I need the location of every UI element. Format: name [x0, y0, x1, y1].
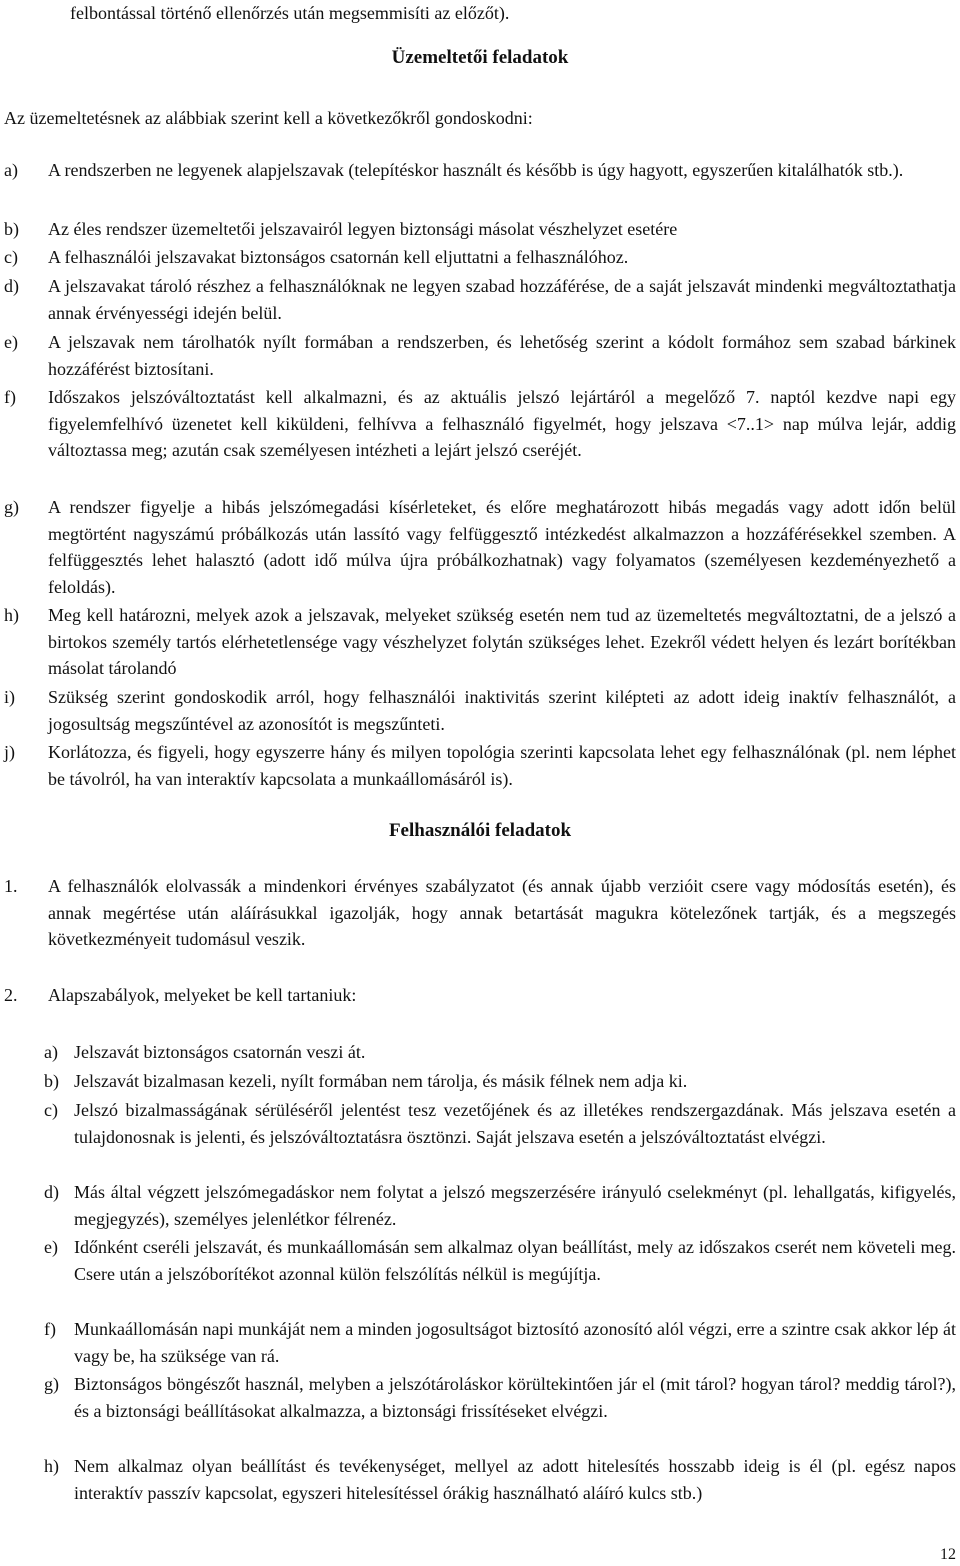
- list-marker: a): [4, 160, 18, 180]
- numbered-item-text: A felhasználók elolvassák a mindenkori érvényes szabályzatot (és annak újabb verzióit csere vagy módosítás esetén), és annak megértése után aláírásukkal igazolják, hogy annak betartását magukra kötelezőnek tartják, és a megszegés következményeit tudomásul veszik.: [48, 876, 956, 949]
- sub-list-item: [0, 1179, 956, 1232]
- list-item-text: Az éles rendszer üzemeltetői jelszavairól legyen biztonsági másolat vészhelyzet esetére: [48, 219, 678, 239]
- list-item-text: A rendszer figyelje a hibás jelszómegadási kísérleteket, és előre meghatározott hibás megadás vagy adott időn belül megtörtént nagyszámú próbálkozás után lassító vagy felfüggesztő intézkedést alkalmazzon a hozzáférésekkel szemben. A felfüggesztés lehet halasztó (adott idő múlva újra próbálkozhatnak) vagy folyamatos (személyesen kezdeményezhető a feloldás).: [48, 497, 956, 597]
- sub-list-marker: d): [44, 1182, 59, 1202]
- sub-list-item: [0, 1234, 956, 1287]
- list-item-text: Időszakos jelszóváltoztatást kell alkalmazni, és az aktuális jelszó lejártáról a megelőző 7. naptól kezdve napi egy figyelemfelhívó üzenetet kell kiküldeni, felhívva a felhasználó figyelmét, hogy jelszava <7..1> nap múlva lejár, addig változtassa meg; azután csak személyesen intézheti a lejárt jelszó cseréjét.: [48, 387, 956, 460]
- section-intro: Az üzemeltetésnek az alábbiak szerint kell a következőkről gondoskodni:: [4, 108, 533, 128]
- sub-list-item: [0, 1039, 956, 1066]
- sub-list-marker: g): [44, 1374, 59, 1394]
- numbered-item: [0, 873, 956, 953]
- sub-list-item: [0, 1371, 956, 1424]
- sub-list-item-text: Jelszó bizalmasságának sérüléséről jelentést tesz vezetőjének és az illetékes rendszergazdának. Más jelszava esetén a tulajdonosnak is jelenti, és jelszóváltoztatásra ösztönzi. Saját jelszava esetén a jelszóváltoztatást elvégzi.: [74, 1100, 956, 1147]
- sub-list-marker: f): [44, 1319, 56, 1339]
- list-item: [0, 494, 956, 600]
- sub-list-item: [0, 1453, 956, 1506]
- list-item-text: A jelszavak nem tárolhatók nyílt formában a rendszerben, és lehetőség szerint a kódolt formához sem szabad bárkinek hozzáférést biztosítani.: [48, 332, 956, 379]
- section-heading-operator-tasks: Üzemeltetői feladatok: [391, 47, 569, 68]
- sub-list-marker: h): [44, 1456, 59, 1476]
- section-heading-user-tasks: Felhasználói feladatok: [388, 820, 572, 841]
- list-marker: b): [4, 219, 19, 239]
- numbered-item: [0, 982, 956, 1009]
- sub-list-item-text: Jelszavát bizalmasan kezeli, nyílt formában nem tárolja, és másik félnek nem adja ki.: [74, 1071, 688, 1091]
- sub-list-marker: b): [44, 1071, 59, 1091]
- list-item-text: A jelszavakat tároló részhez a felhasználóknak ne legyen szabad hozzáférése, de a saját jelszavát mindenki megváltoztathatja annak érvényességi idején belül.: [48, 276, 956, 323]
- list-item-text: A rendszerben ne legyenek alapjelszavak (telepítéskor használt és később is úgy hagyott, egyszerűen kitalálhatók stb.).: [48, 160, 904, 180]
- sub-list-item-text: Más által végzett jelszómegadáskor nem folytat a jelszó megszerzésére irányuló cselekményt (pl. lehallgatás, kifigyelés, megjegyzés), személyes jelenlétkor félrenéz.: [74, 1182, 956, 1229]
- list-item: [0, 384, 956, 464]
- list-item: [0, 602, 956, 682]
- list-item-text: Korlátozza, és figyeli, hogy egyszerre hány és milyen topológia szerinti kapcsolata lehet egy felhasználónak (pl. nem léphet be távolról, ha van interaktív kapcsolata a munkaállomásáról is).: [48, 742, 956, 789]
- list-marker: i): [4, 687, 15, 707]
- continuation-line: felbontással történő ellenőrzés után megsemmisíti az előzőt).: [70, 3, 510, 23]
- list-item: [0, 273, 956, 326]
- list-marker: c): [4, 247, 18, 267]
- list-item: [0, 244, 956, 271]
- number-marker: 1.: [4, 876, 18, 896]
- numbered-item-text: Alapszabályok, melyeket be kell tartaniuk:: [48, 985, 357, 1005]
- sub-list-item: [0, 1097, 956, 1150]
- sub-list-marker: e): [44, 1237, 58, 1257]
- list-item-text: Szükség szerint gondoskodik arról, hogy felhasználói inaktivitás szerint kilépteti az adott ideig inaktív felhasználót, a jogosultság megszűntével az azonosítót is megszűnteti.: [48, 687, 956, 734]
- list-marker: e): [4, 332, 18, 352]
- number-marker: 2.: [4, 985, 18, 1005]
- sub-list-item-text: Időnként cseréli jelszavát, és munkaállomásán sem alkalmaz olyan beállítást, mely az időszakos cserét nem követeli meg. Csere után a jelszóborítékot azonnal külön felszólítás nélkül is megújítja.: [74, 1237, 956, 1284]
- list-item-text: Meg kell határozni, melyek azok a jelszavak, melyeket szükség esetén nem tud az üzemeltetés megváltoztatni, de a jelszó a birtokos személy tartós elérhetetlensége vagy vészhelyzet folytán szükséges lehet. Ezekről védett helyen és lezárt borítékban másolat tárolandó: [48, 605, 956, 678]
- sub-list-marker: c): [44, 1100, 58, 1120]
- sub-list-item: [0, 1316, 956, 1369]
- sub-list-item: [0, 1068, 956, 1095]
- list-marker: h): [4, 605, 19, 625]
- list-marker: d): [4, 276, 19, 296]
- list-item: [0, 329, 956, 382]
- list-marker: g): [4, 497, 19, 517]
- page-number: 12: [940, 1546, 956, 1563]
- sub-list-item-text: Biztonságos böngészőt használ, melyben a jelszótároláskor körültekintően jár el (mit tárol? hogyan tárol? meddig tárol?), és a biztonsági beállításokat alkalmazza, a biztonsági frissítéseket elvégzi.: [74, 1374, 956, 1421]
- sub-list-item-text: Jelszavát biztonságos csatornán veszi át.: [74, 1042, 366, 1062]
- sub-list-item-text: Nem alkalmaz olyan beállítást és tevékenységet, mellyel az adott hitelesítés hosszabb ideig is él (pl. egész napos interaktív passzív kapcsolat, egyszeri hitelesítéssel órákig használható aláíró kulcs stb.): [74, 1456, 956, 1503]
- list-item: [0, 216, 956, 243]
- list-marker: j): [4, 742, 15, 762]
- list-item: [0, 684, 956, 737]
- list-item: [0, 739, 956, 792]
- list-item: [0, 157, 956, 184]
- list-item-text: A felhasználói jelszavakat biztonságos csatornán kell eljuttatni a felhasználóhoz.: [48, 247, 629, 267]
- sub-list-marker: a): [44, 1042, 58, 1062]
- sub-list-item-text: Munkaállomásán napi munkáját nem a minden jogosultságot biztosító azonosító alól végzi, erre a szintre csak akkor lép át vagy be, ha szüksége van rá.: [74, 1319, 956, 1366]
- list-marker: f): [4, 387, 16, 407]
